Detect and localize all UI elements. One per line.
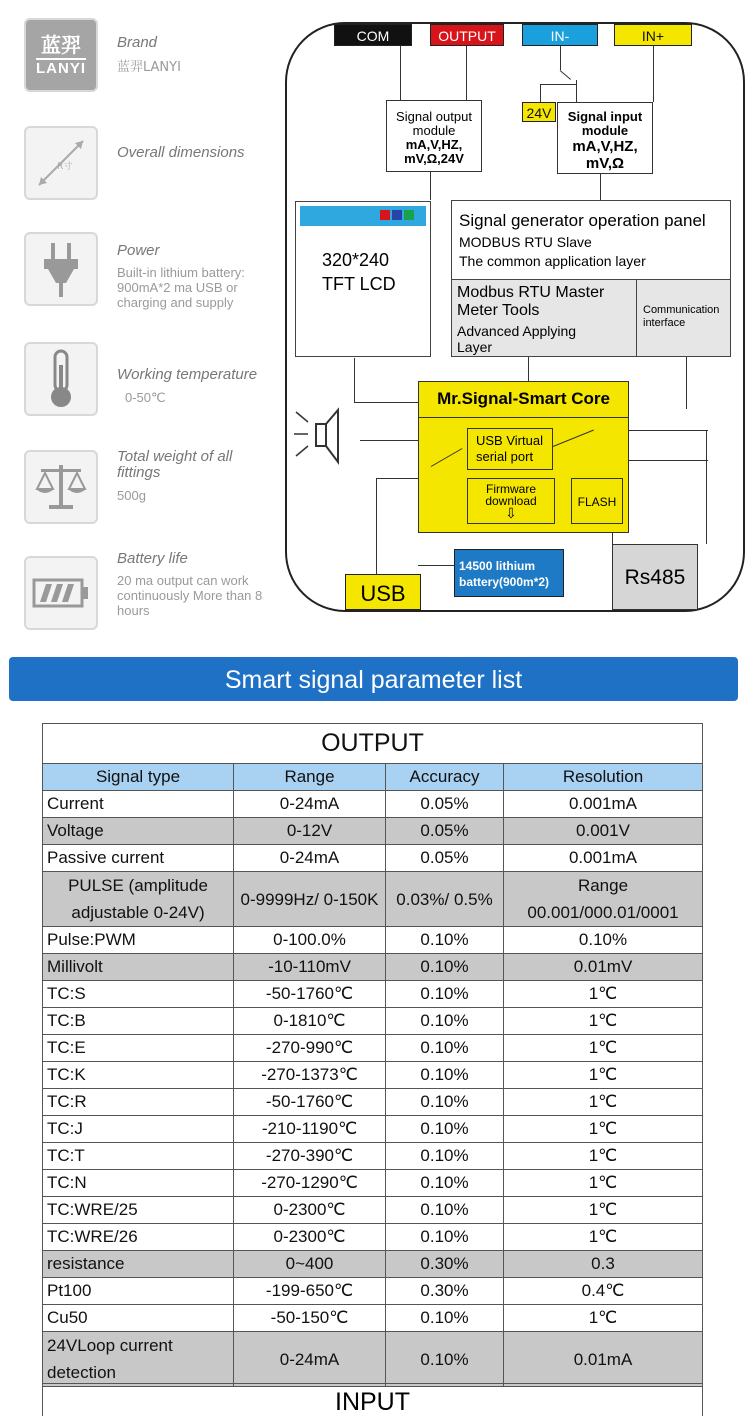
table-cell: -50-1760℃ bbox=[234, 981, 386, 1008]
smart-core: Mr.Signal-Smart Core USB Virtual serial port Firmware download ⇩ FLASH bbox=[418, 381, 629, 533]
spec-title: Battery life bbox=[117, 550, 188, 567]
operation-panel: Signal generator operation panel MODBUS RTU Slave The common application layer bbox=[451, 200, 731, 280]
table-cell: -210-1190℃ bbox=[234, 1116, 386, 1143]
table-row bbox=[43, 1278, 703, 1305]
spec-title: Total weight of all fittings bbox=[117, 448, 233, 481]
24v-label: 24V bbox=[522, 102, 556, 122]
communication-interface: Communication interface bbox=[636, 279, 731, 357]
table-row bbox=[43, 1197, 703, 1224]
table-cell: 0-9999Hz/ 0-150K bbox=[234, 872, 386, 927]
table-cell: 0-100.0% bbox=[234, 927, 386, 954]
table-cell: 1℃ bbox=[504, 1008, 703, 1035]
table-cell: 0.001mA bbox=[504, 845, 703, 872]
table-cell: 0.10% bbox=[386, 1197, 504, 1224]
in-minus-terminal: IN- bbox=[522, 24, 598, 46]
table-row bbox=[43, 1224, 703, 1251]
column-header: Signal type bbox=[43, 764, 234, 791]
table-row bbox=[43, 954, 703, 981]
table-cell: 1℃ bbox=[504, 1116, 703, 1143]
input-table-title: INPUT bbox=[42, 1383, 703, 1416]
table-cell: 0.3 bbox=[504, 1251, 703, 1278]
table-cell: 0.10% bbox=[386, 1170, 504, 1197]
spec-title: Overall dimensions bbox=[117, 144, 245, 161]
plug-icon bbox=[24, 232, 98, 306]
dimensions-icon bbox=[24, 126, 98, 200]
table-cell: 0.001V bbox=[504, 818, 703, 845]
table-cell: 1℃ bbox=[504, 1170, 703, 1197]
table-cell: 0.10% bbox=[386, 1332, 504, 1387]
spec-value: 0-50℃ bbox=[125, 390, 166, 405]
table-cell: 0.05% bbox=[386, 791, 504, 818]
table-cell: 0.10% bbox=[386, 1224, 504, 1251]
spec-value: Built-in lithium battery: 900mA*2 ma USB or charging and supply bbox=[117, 265, 245, 310]
table-cell: TC:E bbox=[43, 1035, 234, 1062]
speaker-icon bbox=[292, 406, 352, 473]
table-cell: 0.4℃ bbox=[504, 1278, 703, 1305]
spec-value: 20 ma output can work continuously More than 8 hours bbox=[117, 573, 263, 618]
battery-icon bbox=[24, 556, 98, 630]
spec-value: 500g bbox=[117, 488, 146, 503]
table-cell: Cu50 bbox=[43, 1305, 234, 1332]
table-row bbox=[43, 1170, 703, 1197]
table-cell: 0.01mV bbox=[504, 954, 703, 981]
thermometer-icon bbox=[24, 342, 98, 416]
download-arrow-icon: ⇩ bbox=[505, 505, 517, 521]
table-cell: -50-150℃ bbox=[234, 1305, 386, 1332]
table-header-row bbox=[43, 764, 703, 791]
table-row bbox=[43, 1008, 703, 1035]
table-cell: Voltage bbox=[43, 818, 234, 845]
table-cell: 0.10% bbox=[386, 927, 504, 954]
table-cell: 0.30% bbox=[386, 1251, 504, 1278]
table-row bbox=[43, 1116, 703, 1143]
lithium-battery: 14500 lithium battery(900m*2) bbox=[454, 549, 564, 597]
table-cell: 1℃ bbox=[504, 981, 703, 1008]
table-cell: 0~400 bbox=[234, 1251, 386, 1278]
table-cell: TC:B bbox=[43, 1008, 234, 1035]
table-row bbox=[43, 845, 703, 872]
spec-title: Power bbox=[117, 242, 160, 259]
table-cell: PULSE (amplitude adjustable 0-24V) bbox=[43, 872, 234, 927]
table-cell: resistance bbox=[43, 1251, 234, 1278]
table-cell: 0.10% bbox=[386, 1089, 504, 1116]
table-row bbox=[43, 1143, 703, 1170]
table-cell: Current bbox=[43, 791, 234, 818]
table-cell: 0-1810℃ bbox=[234, 1008, 386, 1035]
table-cell: 0.10% bbox=[386, 1116, 504, 1143]
table-cell: 1℃ bbox=[504, 1224, 703, 1251]
table-row bbox=[43, 1035, 703, 1062]
in-plus-terminal: IN+ bbox=[614, 24, 692, 46]
spec-title: Brand bbox=[117, 34, 158, 51]
table-cell: -199-650℃ bbox=[234, 1278, 386, 1305]
table-cell: TC:J bbox=[43, 1116, 234, 1143]
table-row bbox=[43, 1251, 703, 1278]
table-cell: 0.30% bbox=[386, 1278, 504, 1305]
table-cell: 0.10% bbox=[386, 1305, 504, 1332]
output-table bbox=[42, 723, 703, 1387]
table-cell: -270-1373℃ bbox=[234, 1062, 386, 1089]
signal-output-module: Signal output module mA,V,HZ, mV,Ω,24V bbox=[386, 100, 482, 172]
modbus-master-layer: Modbus RTU Master Meter Tools Advanced Applying Layer bbox=[451, 279, 637, 357]
table-row bbox=[43, 818, 703, 845]
table-row bbox=[43, 1305, 703, 1332]
table-cell: TC:R bbox=[43, 1089, 234, 1116]
table-cell: TC:S bbox=[43, 981, 234, 1008]
table-row bbox=[43, 1089, 703, 1116]
table-cell: 1℃ bbox=[504, 1035, 703, 1062]
table-cell: 0-24mA bbox=[234, 791, 386, 818]
table-cell: TC:K bbox=[43, 1062, 234, 1089]
lcd-screen: 320*240 TFT LCD bbox=[295, 201, 431, 357]
table-cell: 1℃ bbox=[504, 1089, 703, 1116]
table-cell: -270-1290℃ bbox=[234, 1170, 386, 1197]
table-cell: Millivolt bbox=[43, 954, 234, 981]
parameter-list-banner: Smart signal parameter list bbox=[9, 657, 738, 701]
table-cell: TC:WRE/25 bbox=[43, 1197, 234, 1224]
table-row bbox=[43, 872, 703, 927]
table-cell: 0-2300℃ bbox=[234, 1197, 386, 1224]
dimension-icon-label: R寸 bbox=[57, 162, 73, 172]
table-cell: Passive current bbox=[43, 845, 234, 872]
table-cell: 0.10% bbox=[386, 1143, 504, 1170]
firmware-download: Firmware download ⇩ bbox=[467, 478, 555, 524]
table-cell: 1℃ bbox=[504, 1197, 703, 1224]
table-cell: 0.10% bbox=[386, 954, 504, 981]
table-cell: 0-12V bbox=[234, 818, 386, 845]
com-terminal: COM bbox=[334, 24, 412, 46]
column-header: Range bbox=[234, 764, 386, 791]
column-header: Accuracy bbox=[386, 764, 504, 791]
table-cell: -10-110mV bbox=[234, 954, 386, 981]
table-cell: 0.10% bbox=[504, 927, 703, 954]
output-terminal: OUTPUT bbox=[430, 24, 504, 46]
usb-port: USB bbox=[345, 574, 421, 610]
table-cell: 1℃ bbox=[504, 1062, 703, 1089]
table-row bbox=[43, 791, 703, 818]
brand-logo-icon: 蓝羿 LANYI bbox=[24, 18, 98, 92]
table-cell: Pulse:PWM bbox=[43, 927, 234, 954]
table-cell: 0.10% bbox=[386, 1062, 504, 1089]
table-cell: 0.10% bbox=[386, 1008, 504, 1035]
table-cell: 1℃ bbox=[504, 1143, 703, 1170]
column-header: Resolution bbox=[504, 764, 703, 791]
output-table-title: OUTPUT bbox=[43, 724, 703, 764]
table-cell: 0-24mA bbox=[234, 845, 386, 872]
rs485-port: Rs485 bbox=[612, 544, 698, 610]
table-row bbox=[43, 1332, 703, 1387]
table-cell: 0.05% bbox=[386, 845, 504, 872]
table-cell: -50-1760℃ bbox=[234, 1089, 386, 1116]
usb-virtual-port: USB Virtual serial port bbox=[467, 428, 553, 470]
table-cell: TC:WRE/26 bbox=[43, 1224, 234, 1251]
table-cell: 0.05% bbox=[386, 818, 504, 845]
table-cell: 1℃ bbox=[504, 1305, 703, 1332]
table-cell: 0.10% bbox=[386, 981, 504, 1008]
table-row bbox=[43, 981, 703, 1008]
table-row bbox=[43, 927, 703, 954]
signal-input-module: Signal input module mA,V,HZ, mV,Ω bbox=[557, 102, 653, 174]
table-cell: TC:T bbox=[43, 1143, 234, 1170]
spec-title: Working temperature bbox=[117, 366, 258, 383]
table-cell: 0.10% bbox=[386, 1035, 504, 1062]
spec-value: 蓝羿LANYI bbox=[117, 60, 181, 75]
table-cell: 0-24mA bbox=[234, 1332, 386, 1387]
table-cell: 0.01mA bbox=[504, 1332, 703, 1387]
table-cell: Range 00.001/000.01/0001 bbox=[504, 872, 703, 927]
table-cell: -270-990℃ bbox=[234, 1035, 386, 1062]
table-cell: 0-2300℃ bbox=[234, 1224, 386, 1251]
table-cell: -270-390℃ bbox=[234, 1143, 386, 1170]
table-cell: 24VLoop current detection bbox=[43, 1332, 234, 1387]
scale-icon bbox=[24, 450, 98, 524]
table-cell: 0.001mA bbox=[504, 791, 703, 818]
table-cell: TC:N bbox=[43, 1170, 234, 1197]
table-cell: Pt100 bbox=[43, 1278, 234, 1305]
table-cell: 0.03%/ 0.5% bbox=[386, 872, 504, 927]
table-row bbox=[43, 1062, 703, 1089]
flash-chip: FLASH bbox=[571, 478, 623, 524]
